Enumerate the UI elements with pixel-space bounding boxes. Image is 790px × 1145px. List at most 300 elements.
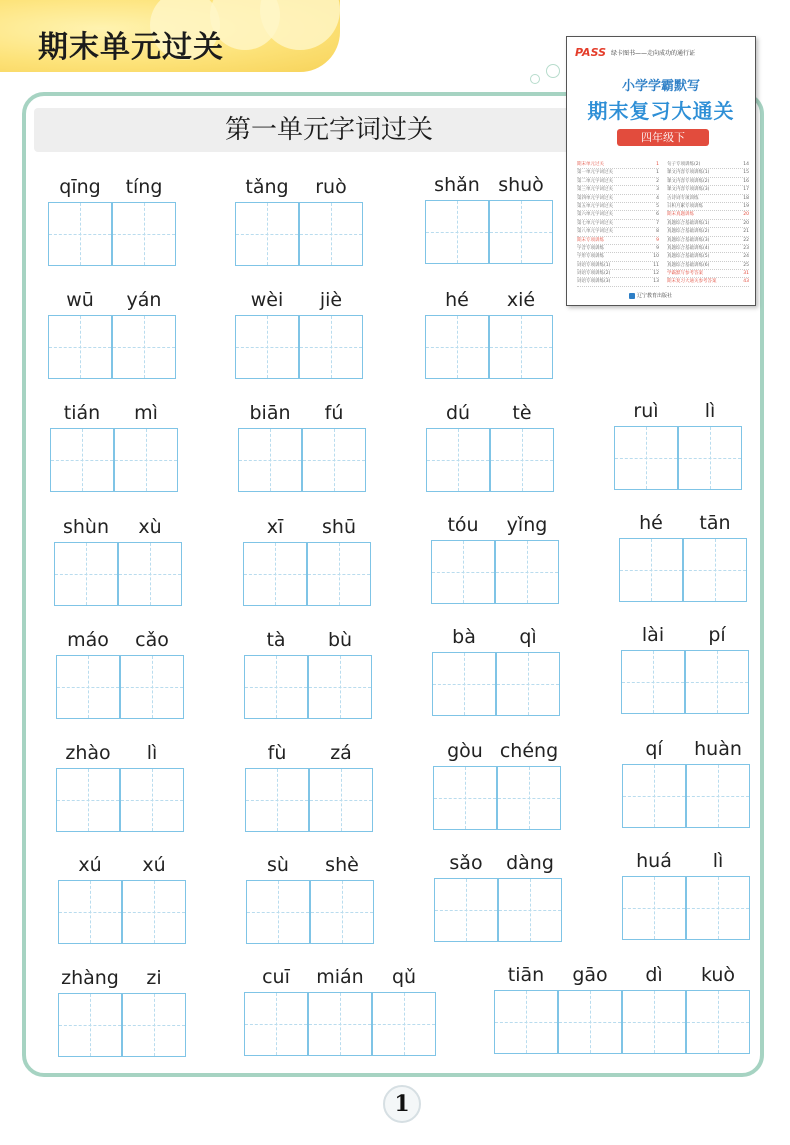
word-item — [244, 625, 372, 719]
pinyin-label: huàn — [694, 738, 742, 760]
character-cell — [58, 850, 122, 944]
toc-entry — [577, 161, 659, 169]
writing-box[interactable] — [48, 315, 112, 379]
toc-entry-page: 5 — [656, 203, 659, 209]
pinyin-label: chéng — [499, 740, 559, 762]
writing-box[interactable] — [490, 428, 554, 492]
toc-entry-page: 9 — [656, 237, 659, 243]
pinyin-label: sǎo — [449, 852, 483, 874]
toc-entry-page: 10 — [653, 254, 659, 260]
writing-box[interactable] — [122, 880, 186, 944]
toc-entry-title: 期末专项训练 — [577, 237, 604, 243]
pinyin-label: shùn — [62, 516, 110, 538]
character-cell — [112, 285, 176, 379]
word-item — [54, 512, 182, 606]
character-cell — [619, 508, 683, 602]
character-cell — [686, 846, 750, 940]
toc-entry-title: 真题综合基础训练(1) — [667, 220, 710, 226]
character-cell — [244, 962, 308, 1056]
pinyin-label: huá — [636, 850, 672, 872]
writing-box[interactable] — [112, 315, 176, 379]
toc-entry — [667, 237, 749, 245]
character-cell — [622, 960, 686, 1054]
writing-box[interactable] — [120, 768, 184, 832]
toc-entry-page: 31 — [743, 271, 749, 277]
header-banner — [0, 0, 340, 72]
character-cell — [497, 736, 561, 830]
writing-box[interactable] — [238, 428, 302, 492]
pinyin-label: wū — [66, 289, 94, 311]
word-item — [619, 508, 747, 602]
pinyin-label: tián — [63, 402, 101, 424]
writing-box[interactable] — [686, 764, 750, 828]
toc-entry — [577, 253, 659, 261]
pinyin-label: máo — [67, 629, 109, 651]
writing-box[interactable] — [614, 426, 678, 490]
toc-entry-page: 22 — [743, 237, 749, 243]
pinyin-label: qīng — [59, 176, 101, 198]
toc-entry-title: 词语专项训练(1) — [577, 262, 611, 268]
pinyin-label: xié — [506, 289, 536, 311]
pinyin-label: zi — [146, 967, 162, 989]
writing-box[interactable] — [494, 990, 558, 1054]
writing-box[interactable] — [372, 992, 436, 1056]
cover-grade-badge: 四年级下 — [617, 129, 709, 146]
character-cell — [496, 622, 560, 716]
pinyin-label: shǎn — [434, 174, 480, 196]
word-item — [432, 622, 560, 716]
character-cell — [614, 396, 678, 490]
toc-entry-title: 字形专项训练 — [577, 254, 604, 260]
publisher-icon — [629, 293, 635, 299]
toc-entry-title: 第五单元字词过关 — [577, 203, 613, 209]
character-cell — [308, 625, 372, 719]
toc-entry-title: 第三单元字词过关 — [577, 187, 613, 193]
pinyin-label: lì — [146, 742, 158, 764]
writing-box[interactable] — [54, 542, 118, 606]
writing-box[interactable] — [495, 540, 559, 604]
writing-box[interactable] — [56, 655, 120, 719]
writing-box[interactable] — [307, 542, 371, 606]
toc-entry-title: 真题综合基础训练(5) — [667, 254, 710, 260]
toc-entry-page: 43 — [743, 279, 749, 285]
writing-box[interactable] — [489, 315, 553, 379]
pinyin-label: bà — [452, 626, 476, 648]
word-item — [622, 734, 750, 828]
toc-entry-page: 9 — [656, 245, 659, 251]
pinyin-label: ruò — [315, 176, 347, 198]
toc-entry-page: 18 — [743, 195, 749, 201]
toc-entry-page: 12 — [653, 271, 659, 277]
writing-box[interactable] — [246, 880, 310, 944]
pinyin-label: lì — [704, 400, 716, 422]
character-cell — [308, 962, 372, 1056]
pinyin-label: qì — [519, 626, 537, 648]
pinyin-label: zá — [330, 742, 352, 764]
toc-entry-page: 25 — [743, 262, 749, 268]
character-cell — [48, 172, 112, 266]
writing-box[interactable] — [426, 428, 490, 492]
writing-box[interactable] — [308, 655, 372, 719]
word-item — [238, 398, 366, 492]
character-cell — [489, 285, 553, 379]
pinyin-label: xī — [266, 516, 284, 538]
writing-box[interactable] — [489, 200, 553, 264]
pinyin-label: zhào — [65, 742, 111, 764]
pinyin-label: shè — [325, 854, 359, 876]
character-cell — [432, 622, 496, 716]
writing-box[interactable] — [686, 876, 750, 940]
character-cell — [120, 738, 184, 832]
word-item — [614, 396, 742, 490]
character-cell — [118, 512, 182, 606]
character-cell — [431, 510, 495, 604]
toc-entry — [667, 169, 749, 177]
toc-entry — [577, 178, 659, 186]
writing-box[interactable] — [619, 538, 683, 602]
writing-box[interactable] — [622, 764, 686, 828]
character-cell — [621, 620, 685, 714]
toc-entry-title: 真题综合基础训练(4) — [667, 245, 710, 251]
toc-entry — [667, 178, 749, 186]
character-cell — [302, 398, 366, 492]
character-cell — [622, 734, 686, 828]
toc-entry — [667, 262, 749, 270]
pinyin-label: lì — [712, 850, 724, 872]
toc-entry-title: 第四单元字词过关 — [577, 195, 613, 201]
character-cell — [495, 510, 559, 604]
writing-box[interactable] — [48, 202, 112, 266]
toc-entry-title: 课文内容专项训练(1) — [667, 170, 710, 176]
writing-box[interactable] — [120, 655, 184, 719]
character-cell — [683, 508, 747, 602]
toc-entry-title: 第六单元字词过关 — [577, 212, 613, 218]
word-item — [48, 285, 176, 379]
toc-entry-page: 14 — [743, 162, 749, 167]
toc-entry-title: 词语专项训练(2) — [577, 271, 611, 277]
pinyin-label: dì — [645, 964, 663, 986]
writing-box[interactable] — [685, 650, 749, 714]
toc-entry — [667, 245, 749, 253]
writing-box[interactable] — [622, 990, 686, 1054]
character-cell — [433, 736, 497, 830]
toc-entry — [577, 228, 659, 236]
brand-slogan: 绿卡图书——走向成功的通行证 — [611, 49, 696, 57]
writing-box[interactable] — [308, 992, 372, 1056]
character-cell — [686, 734, 750, 828]
pinyin-label: tè — [512, 402, 532, 424]
toc-entry-title: 期末单元过关 — [577, 162, 604, 167]
word-item — [58, 963, 186, 1057]
word-item — [245, 738, 373, 832]
writing-box[interactable] — [678, 426, 742, 490]
writing-box[interactable] — [244, 992, 308, 1056]
word-item — [433, 736, 561, 830]
toc-entry-page: 1 — [656, 170, 659, 176]
writing-box[interactable] — [58, 880, 122, 944]
pinyin-label: zhàng — [61, 967, 119, 989]
writing-box[interactable] — [432, 652, 496, 716]
writing-box[interactable] — [425, 200, 489, 264]
character-cell — [54, 512, 118, 606]
section-title: 期末单元过关 — [38, 30, 224, 65]
word-item — [244, 962, 436, 1056]
pinyin-label: shū — [322, 516, 356, 538]
word-item — [56, 625, 184, 719]
toc-entry-page: 16 — [743, 178, 749, 184]
character-cell — [426, 398, 490, 492]
pinyin-label: shuò — [498, 174, 544, 196]
writing-box[interactable] — [434, 878, 498, 942]
pinyin-label: kuò — [700, 964, 736, 986]
toc-entry-page: 20 — [743, 220, 749, 226]
toc-entry-page: 19 — [743, 203, 749, 209]
pinyin-label: pí — [708, 624, 726, 646]
pinyin-label: cuī — [262, 966, 290, 988]
writing-box[interactable] — [622, 876, 686, 940]
word-item — [621, 620, 749, 714]
character-cell — [494, 960, 558, 1054]
toc-entry-title: 课文内容专项训练(2) — [667, 178, 710, 184]
brand-logo: PASS — [575, 45, 607, 59]
writing-box[interactable] — [243, 542, 307, 606]
book-cover — [566, 36, 756, 306]
toc-entry — [577, 211, 659, 219]
pinyin-label: gòu — [447, 740, 483, 762]
writing-box[interactable] — [114, 428, 178, 492]
toc-entry — [667, 203, 749, 211]
toc-entry-page: 11 — [653, 262, 659, 268]
character-cell — [56, 625, 120, 719]
writing-box[interactable] — [56, 768, 120, 832]
character-cell — [122, 850, 186, 944]
toc-entry-title: 日积月累专项训练 — [667, 203, 703, 209]
character-cell — [678, 396, 742, 490]
toc-entry-title: 第七单元字词过关 — [577, 220, 613, 226]
writing-box[interactable] — [50, 428, 114, 492]
word-item — [243, 512, 371, 606]
pinyin-label: xú — [78, 854, 102, 876]
writing-box[interactable] — [112, 202, 176, 266]
writing-box[interactable] — [683, 538, 747, 602]
character-cell — [112, 172, 176, 266]
pinyin-label: yán — [126, 289, 162, 311]
pinyin-label: wèi — [250, 289, 284, 311]
word-item — [50, 398, 178, 492]
character-cell — [685, 620, 749, 714]
character-cell — [122, 963, 186, 1057]
word-item — [58, 850, 186, 944]
writing-box[interactable] — [302, 428, 366, 492]
writing-box[interactable] — [118, 542, 182, 606]
pinyin-label: tǎng — [245, 176, 289, 198]
pinyin-label: jiè — [319, 289, 343, 311]
word-item — [434, 848, 562, 942]
writing-box[interactable] — [58, 993, 122, 1057]
pinyin-label: bù — [327, 629, 353, 651]
word-item — [426, 398, 554, 492]
writing-box[interactable] — [299, 202, 363, 266]
pinyin-label: sù — [267, 854, 289, 876]
writing-box[interactable] — [425, 315, 489, 379]
word-item — [494, 960, 750, 1054]
toc-entry-title: 真题综合基础训练(3) — [667, 237, 710, 243]
word-item — [235, 285, 363, 379]
toc-entry-page: 6 — [656, 212, 659, 218]
toc-entry-title: 句子专项训练(2) — [667, 162, 701, 167]
writing-box[interactable] — [498, 878, 562, 942]
character-cell — [686, 960, 750, 1054]
worksheet-title: 第一单元字词过关 — [224, 115, 433, 145]
toc-entry-title: 古诗词专项训练 — [667, 195, 699, 201]
writing-box[interactable] — [122, 993, 186, 1057]
character-cell — [489, 170, 553, 264]
toc-entry — [667, 253, 749, 261]
toc-entry-title: 词语专项训练(3) — [577, 279, 611, 285]
toc-entry-title: 字音专项训练 — [577, 245, 604, 251]
word-item — [56, 738, 184, 832]
toc-entry-page: 21 — [743, 229, 749, 235]
character-cell — [558, 960, 622, 1054]
toc-entry-page: 24 — [743, 254, 749, 260]
pinyin-label: tiān — [507, 964, 545, 986]
word-item — [235, 172, 363, 266]
character-cell — [58, 963, 122, 1057]
toc-column-right — [667, 161, 749, 287]
toc-entry-title: 课文内容专项训练(3) — [667, 187, 710, 193]
character-cell — [243, 512, 307, 606]
pinyin-label: xú — [142, 854, 166, 876]
pinyin-label: dàng — [506, 852, 554, 874]
character-cell — [48, 285, 112, 379]
character-cell — [299, 172, 363, 266]
character-cell — [238, 398, 302, 492]
toc-entry — [667, 195, 749, 203]
character-cell — [310, 850, 374, 944]
toc-entry-title: 期末复习大通关参考答案 — [667, 279, 717, 285]
character-cell — [498, 848, 562, 942]
toc-entry — [667, 228, 749, 236]
toc-entry — [577, 278, 659, 286]
writing-box[interactable] — [558, 990, 622, 1054]
writing-box[interactable] — [235, 202, 299, 266]
writing-box[interactable] — [235, 315, 299, 379]
pinyin-label: tóu — [447, 514, 479, 536]
page-number: 1 — [383, 1085, 421, 1123]
toc-entry — [577, 237, 659, 245]
character-cell — [307, 512, 371, 606]
character-cell — [235, 285, 299, 379]
bubble-decoration — [530, 74, 540, 84]
writing-box[interactable] — [309, 768, 373, 832]
cloud-decoration — [260, 0, 340, 50]
writing-box[interactable] — [497, 766, 561, 830]
toc-entry — [577, 195, 659, 203]
writing-box[interactable] — [245, 768, 309, 832]
toc-entry-page: 3 — [656, 187, 659, 193]
toc-entry — [667, 211, 749, 219]
toc-entry-page: 8 — [656, 229, 659, 235]
word-item — [246, 850, 374, 944]
character-cell — [235, 172, 299, 266]
toc-column-left — [577, 161, 659, 287]
character-cell — [309, 738, 373, 832]
writing-box[interactable] — [244, 655, 308, 719]
character-cell — [372, 962, 436, 1056]
pinyin-label: tà — [266, 629, 286, 651]
word-item — [425, 170, 553, 264]
toc-entry-page: 20 — [743, 212, 749, 218]
character-cell — [246, 850, 310, 944]
character-cell — [244, 625, 308, 719]
pinyin-label: xù — [138, 516, 162, 538]
pinyin-label: yǐng — [506, 514, 548, 536]
word-item — [425, 285, 553, 379]
toc-entry-page: 13 — [653, 279, 659, 285]
toc-entry-title: 期末真题训练 — [667, 212, 694, 218]
toc-entry-page: 4 — [656, 195, 659, 201]
writing-box[interactable] — [686, 990, 750, 1054]
character-cell — [120, 625, 184, 719]
toc-entry-title: 第一单元字词过关 — [577, 170, 613, 176]
pinyin-label: dú — [445, 402, 471, 424]
writing-box[interactable] — [621, 650, 685, 714]
writing-box[interactable] — [310, 880, 374, 944]
writing-box[interactable] — [433, 766, 497, 830]
pinyin-label: gāo — [572, 964, 608, 986]
word-item — [431, 510, 559, 604]
table-of-contents — [577, 161, 749, 287]
pinyin-label: tān — [699, 512, 731, 534]
writing-box[interactable] — [431, 540, 495, 604]
character-cell — [490, 398, 554, 492]
toc-entry — [577, 270, 659, 278]
character-cell — [299, 285, 363, 379]
pinyin-label: biān — [249, 402, 291, 424]
toc-entry — [667, 161, 749, 169]
cover-title: 期末复习大通关 — [587, 99, 735, 123]
character-cell — [425, 170, 489, 264]
toc-entry-title: 真题综合基础训练(2) — [667, 229, 710, 235]
pinyin-label: mì — [134, 402, 158, 424]
pinyin-label: hé — [639, 512, 663, 534]
toc-entry — [667, 270, 749, 278]
character-cell — [245, 738, 309, 832]
pinyin-label: hé — [445, 289, 469, 311]
writing-box[interactable] — [299, 315, 363, 379]
pinyin-label: qí — [645, 738, 663, 760]
writing-box[interactable] — [496, 652, 560, 716]
character-cell — [56, 738, 120, 832]
toc-entry-page: 7 — [656, 220, 659, 226]
toc-entry — [577, 245, 659, 253]
bubble-decoration — [546, 64, 560, 78]
pinyin-label: ruì — [633, 400, 659, 422]
toc-entry-title: 学霸默写参考答案 — [667, 271, 703, 277]
publisher-name: 辽宁教育出版社 — [637, 293, 673, 299]
pinyin-label: tíng — [125, 176, 163, 198]
pinyin-label: fù — [267, 742, 287, 764]
toc-entry-page: 23 — [743, 245, 749, 251]
toc-entry — [577, 220, 659, 228]
toc-entry — [667, 186, 749, 194]
toc-entry-page: 15 — [743, 170, 749, 176]
toc-entry-page: 1 — [656, 162, 659, 167]
pinyin-label: lài — [641, 624, 665, 646]
toc-entry-page: 2 — [656, 178, 659, 184]
character-cell — [434, 848, 498, 942]
pinyin-label: fú — [324, 402, 344, 424]
